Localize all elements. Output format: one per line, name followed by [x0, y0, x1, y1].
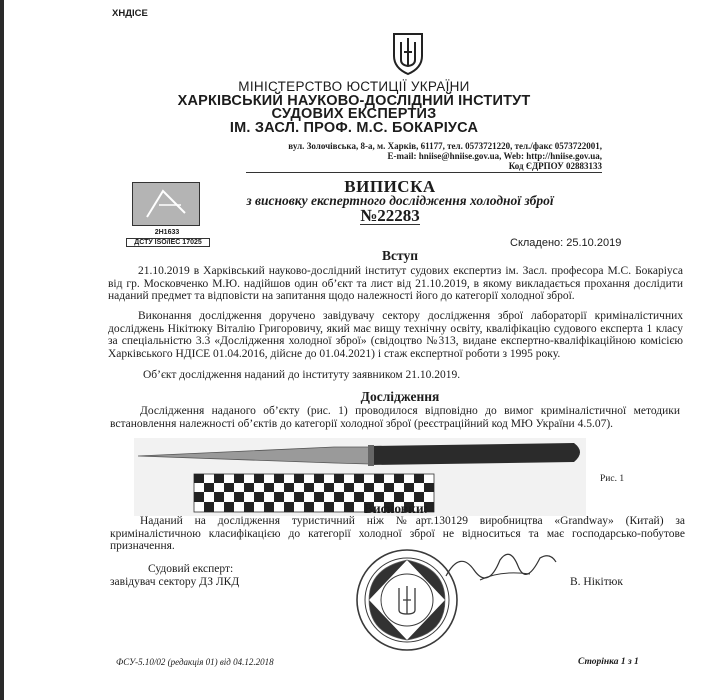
address-line-1: вул. Золочівська, 8-а, м. Харків, 61177, тел. 0573721220, тел./факс 0573722001, — [288, 141, 602, 151]
intro-paragraph-1 — [108, 265, 683, 303]
intro-paragraph-2-text: Виконання дослідження доручено завідувачу сектору дослідження зброї лабораторії криміналістичних досліджень Нікітюку Віталію Григоровичу, який має вищу технічну освіту, кваліфікацію судового експерта 1 класу за спеціальністю 3.3 «Дослідження холодної зброї» (свідоцтво №313, видане експертно-кваліфікаційною комісією Харківського НДІСЕ 01.04.2016, дійсне до 01.04.2021) і стаж експертної роботи з 1995 року. — [108, 310, 683, 360]
signer-name: В. Нікітюк — [570, 576, 623, 588]
ministry-title: МІНІСТЕРСТВО ЮСТИЦІЇ УКРАЇНИ — [238, 79, 470, 94]
address-line-2: E-mail: hniise@hniise.gov.ua, Web: http://hniise.gov.ua, — [387, 151, 602, 161]
compiled-date: Складено: 25.10.2019 — [510, 237, 622, 249]
intro-paragraph-2 — [108, 310, 683, 360]
section-intro-heading: Вступ — [382, 248, 418, 263]
doc-title: ВИПИСКА — [344, 177, 436, 196]
institute-line-1: ХАРКІВСЬКИЙ НАУКОВО-ДОСЛІДНИЙ ІНСТИТУТ — [177, 93, 531, 109]
institute-line-2: СУДОВИХ ЕКСПЕРТИЗ — [271, 106, 437, 122]
page-counter: Сторінка 1 з 1 — [578, 657, 639, 667]
logo-standard: ДСТУ ISO/IEC 17025 — [126, 238, 210, 247]
expert-role: Судовий експерт: — [148, 563, 234, 575]
number-underline — [360, 224, 420, 225]
expert-position: завідувач сектору ДЗ ЛКД — [110, 576, 240, 588]
research-paragraph-text: Дослідження наданого об’єкту (рис. 1) проводилося відповідно до вимог криміналістичної методики встановлення належності об’єктів до категорії холодної зброї (реєстраційний код МЮ України 4.5.07). — [110, 405, 680, 430]
section-conclusions-heading: Висновки: — [363, 501, 429, 516]
intro-paragraph-1-text: 21.10.2019 в Харківський науково-дослідний інститут судових експертиз ім. Засл. професора М.С. Бокаріуса від гр. Московченко М.Ю. надійшов один об’єкт та лист від 21.10.2019, в якому викладається прохання дослідити наданий предмет та відповісти на запитання щодо належності його до категорії холодної зброї. — [108, 265, 683, 303]
form-code: ФСУ-5.10/02 (редакція 01) від 04.12.2018 — [116, 657, 274, 667]
lab-accreditation-logo — [132, 182, 200, 226]
doc-tag: ХНДІСЕ — [112, 8, 148, 19]
conclusions-paragraph-text: Наданий на дослідження туристичний ніж №арт.130129 виробництва «Grandway» (Китай) за криміналістичною класифікацією до категорії холодної зброї не відноситься та має господарсько-побутове призначення. — [110, 515, 685, 553]
research-paragraph — [110, 405, 680, 430]
address-line-3: Код ЄДРПОУ 02883133 — [508, 161, 602, 171]
trident-icon — [384, 30, 432, 78]
official-stamp — [355, 548, 459, 652]
doc-subtitle: з висновку експертного дослідження холодної зброї — [246, 193, 554, 208]
intro-paragraph-3: Об’єкт дослідження наданий до інституту заявником 21.10.2019. — [143, 369, 461, 381]
institute-line-3: ІМ. ЗАСЛ. ПРОФ. М.С. БОКАРІУСА — [229, 120, 479, 136]
logo-code: 2Н1633 — [154, 229, 180, 236]
figure-caption: Рис. 1 — [600, 474, 625, 484]
section-research-heading: Дослідження — [360, 389, 440, 404]
header-divider — [246, 172, 602, 173]
doc-number: №22283 — [360, 206, 420, 225]
